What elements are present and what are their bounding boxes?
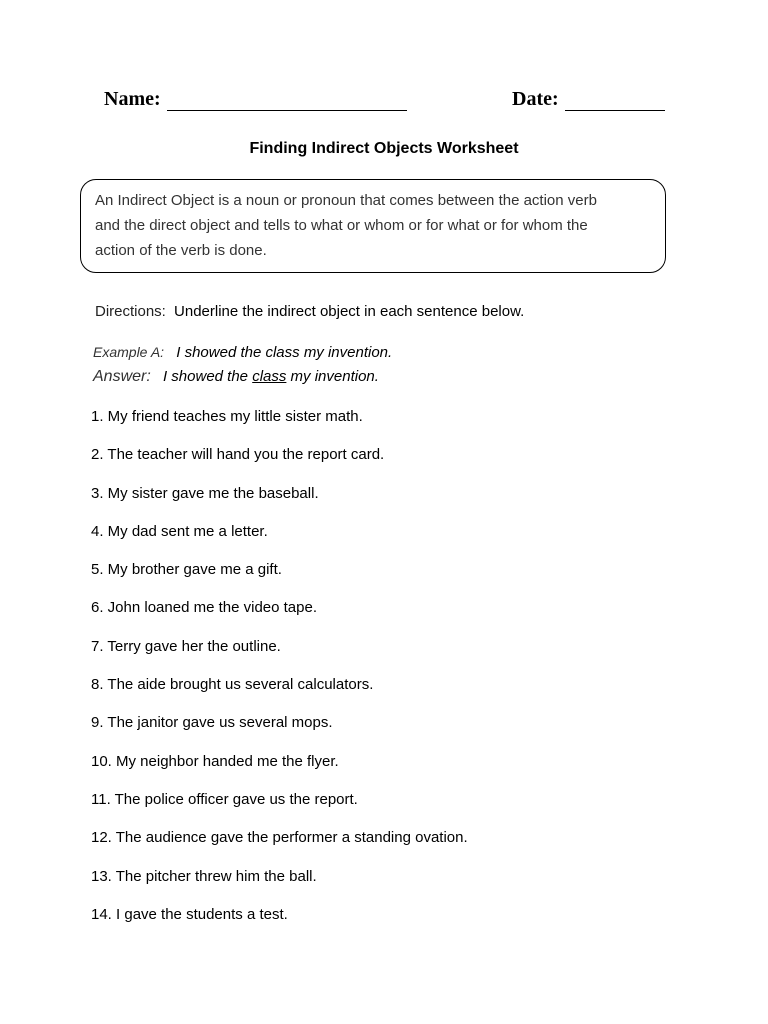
date-field [512, 88, 665, 111]
question-item: 4. My dad sent me a letter. [91, 522, 268, 540]
answer-label: Answer: [93, 368, 151, 385]
question-item: 6. John loaned me the video tape. [91, 599, 317, 617]
answer-text-after: my invention. [286, 368, 379, 385]
question-item: 7. Terry gave her the outline. [91, 637, 281, 655]
worksheet-header [104, 88, 664, 120]
question-item: 14. I gave the students a test. [91, 905, 288, 923]
worksheet-title: Finding Indirect Objects Worksheet [249, 140, 519, 157]
name-label: Name: [104, 88, 161, 110]
definition-line-1: An Indirect Object is a noun or pronoun that comes between the action verb [95, 192, 597, 209]
example-sentence: I showed the class my invention. [176, 344, 393, 361]
definition-line-2: and the direct object and tells to what or whom or for what or for whom the [95, 217, 588, 234]
question-item: 13. The pitcher threw him the ball. [91, 867, 317, 885]
name-blank-line [167, 92, 407, 111]
date-blank-line [565, 92, 665, 111]
question-item: 2. The teacher will hand you the report card. [91, 446, 385, 464]
directions [95, 303, 524, 320]
example-label: Example A: [93, 344, 165, 360]
question-item: 11. The police officer gave us the report. [91, 790, 358, 808]
definition-line-3: action of the verb is done. [95, 242, 267, 259]
question-item: 3. My sister gave me the baseball. [91, 484, 319, 502]
date-label: Date: [512, 88, 559, 110]
question-list [91, 405, 468, 941]
question-item: 9. The janitor gave us several mops. [91, 714, 333, 732]
directions-label: Directions: [95, 303, 166, 320]
definition-box [80, 179, 666, 273]
answer-row [93, 368, 379, 386]
question-item: 1. My friend teaches my little sister math. [91, 408, 363, 425]
question-item: 10. My neighbor handed me the flyer. [91, 752, 339, 770]
example-row [93, 344, 392, 361]
question-item: 12. The audience gave the performer a standing ovation. [91, 829, 468, 847]
answer-sentence [163, 368, 379, 385]
question-item: 5. My brother gave me a gift. [91, 561, 282, 579]
directions-text: Underline the indirect object in each sentence below. [174, 303, 525, 320]
name-field [104, 88, 407, 111]
answer-underlined-word: class [252, 368, 287, 385]
answer-text-before: I showed the [162, 368, 253, 385]
question-item: 8. The aide brought us several calculators. [91, 676, 374, 694]
